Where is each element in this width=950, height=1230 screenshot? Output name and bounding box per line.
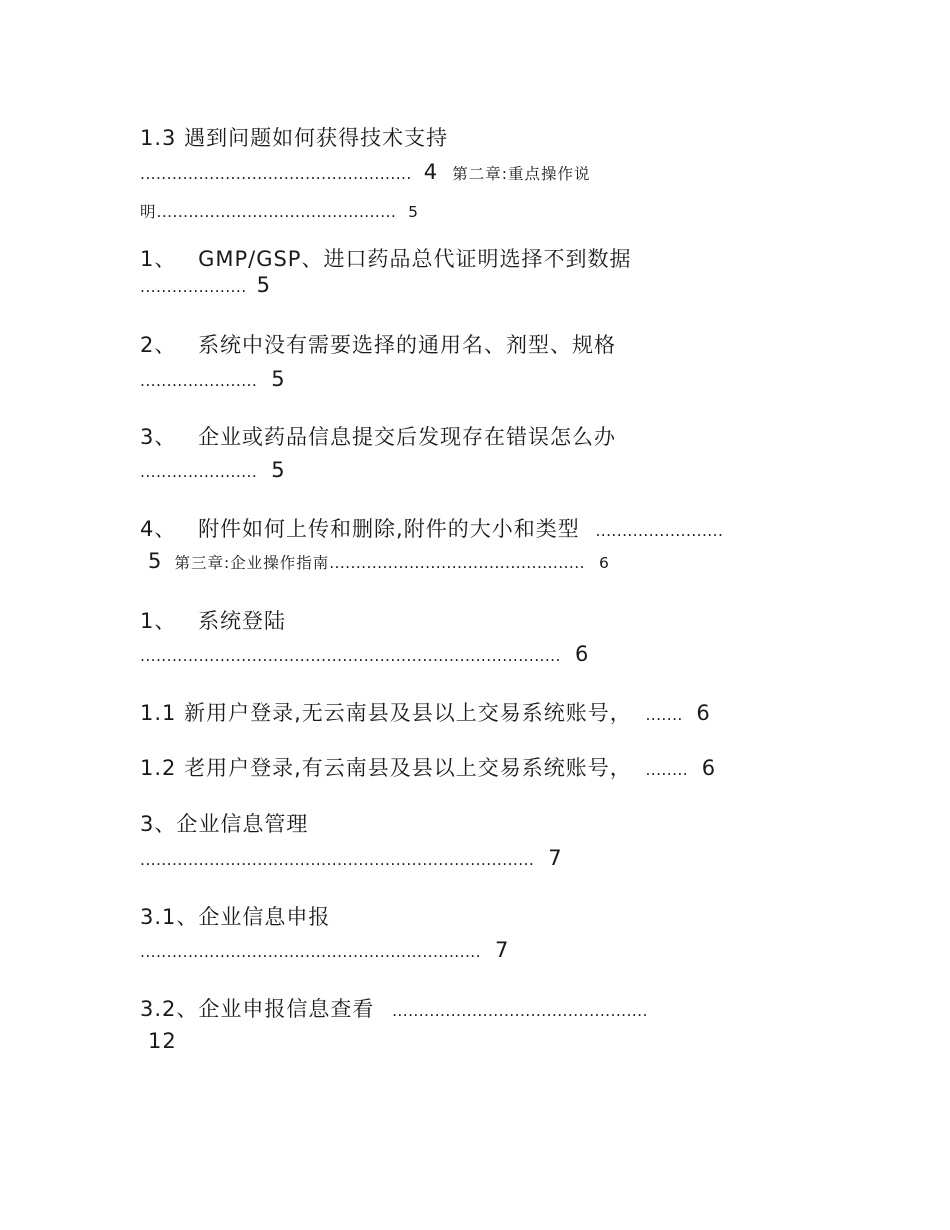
toc-leader-dots: ...................... (140, 372, 258, 390)
toc-page-number: 6 (701, 756, 717, 780)
toc-page-number: 7 (548, 846, 563, 870)
toc-entry-number: 4、 (140, 517, 177, 541)
toc-entry-title: 1.3 遇到问题如何获得技术支持 (140, 126, 449, 150)
toc-page-number: 6 (574, 642, 590, 666)
toc-leader-line (140, 938, 509, 962)
toc-leader-line (148, 549, 610, 573)
toc-leader-dots: ............................................................................... (140, 647, 561, 665)
toc-entry-gmp[interactable] (140, 243, 631, 273)
toc-leader-dots: ........................ (595, 522, 724, 540)
toc-leader-dots: ................................................ (329, 554, 585, 572)
toc-entry-generic-name[interactable] (140, 329, 616, 359)
toc-entry-title: GMP/GSP、进口药品总代证明选择不到数据 (198, 247, 632, 271)
toc-entry-company-report[interactable] (140, 901, 330, 931)
toc-entry-login[interactable] (140, 605, 286, 635)
toc-entry-title: 企业或药品信息提交后发现存在错误怎么办 (198, 425, 617, 449)
toc-entry-title: 3、企业信息管理 (140, 812, 309, 836)
toc-entry-title: 1.1 新用户登录,无云南县及县以上交易系统账号， (140, 701, 632, 725)
toc-entry-number: 1、 (140, 609, 177, 633)
toc-entry-attachment[interactable] (140, 513, 723, 543)
toc-entry-new-user-login[interactable] (140, 697, 711, 727)
toc-leader-line (140, 458, 286, 482)
toc-chapter-3-title[interactable]: 第三章:企业操作指南 (174, 554, 330, 572)
toc-page-number: 7 (495, 938, 510, 962)
toc-leader-dots: .......................................................................... (140, 851, 535, 869)
toc-entry-title: 3.2、企业申报信息查看 (140, 997, 375, 1021)
toc-entry-title: 明 (140, 203, 157, 221)
toc-entry-number: 1、 (140, 247, 177, 271)
toc-page-number: 6 (599, 554, 610, 572)
toc-page-number: 5 (256, 273, 272, 297)
toc-entry-old-user-login[interactable] (140, 752, 716, 782)
toc-entry-title: 系统中没有需要选择的通用名、剂型、规格 (198, 333, 617, 357)
toc-chapter-2-title[interactable]: 第二章:重点操作说 (452, 165, 591, 183)
toc-leader-line (148, 1029, 177, 1053)
toc-entry-title: 系统登陆 (198, 609, 287, 633)
toc-page-number: 5 (408, 203, 420, 221)
toc-leader-line (140, 642, 589, 666)
toc-leader-line (140, 273, 271, 297)
toc-entry-company-info[interactable] (140, 808, 308, 838)
toc-leader-line (140, 160, 590, 184)
toc-page-number: 5 (148, 549, 163, 573)
toc-page-number: 12 (148, 1029, 177, 1053)
toc-entry-title: 附件如何上传和删除,附件的大小和类型 (198, 517, 580, 541)
toc-page-number: 6 (696, 701, 711, 725)
toc-page-number: 5 (271, 458, 286, 482)
toc-leader-dots: ...................... (140, 463, 258, 481)
toc-entry-title: 3.1、企业信息申报 (140, 905, 331, 929)
toc-entry-1-3[interactable] (140, 122, 448, 152)
toc-leader-line (140, 367, 286, 391)
toc-entry-number: 2、 (140, 333, 177, 357)
toc-leader-dots: .................... (140, 278, 247, 296)
toc-entry-title: 1.2 老用户登录,有云南县及县以上交易系统账号， (140, 756, 632, 780)
toc-entry-report-view[interactable] (140, 993, 648, 1023)
toc-page-number: 5 (271, 367, 286, 391)
toc-leader-dots: ........ (645, 761, 689, 779)
toc-leader-dots: ................................................... (140, 165, 412, 183)
toc-leader-line (140, 846, 563, 870)
toc-leader-dots: ............................................. (156, 203, 397, 221)
toc-leader-dots: ....... (645, 706, 683, 724)
toc-leader-dots: ................................................ (392, 1002, 648, 1020)
toc-entry-error-fix[interactable] (140, 421, 616, 451)
toc-entry-number: 3、 (140, 425, 177, 449)
toc-leader-dots: ................................................................ (140, 943, 481, 961)
toc-chapter-2-continuation (140, 200, 419, 222)
toc-page-number: 4 (423, 160, 439, 184)
